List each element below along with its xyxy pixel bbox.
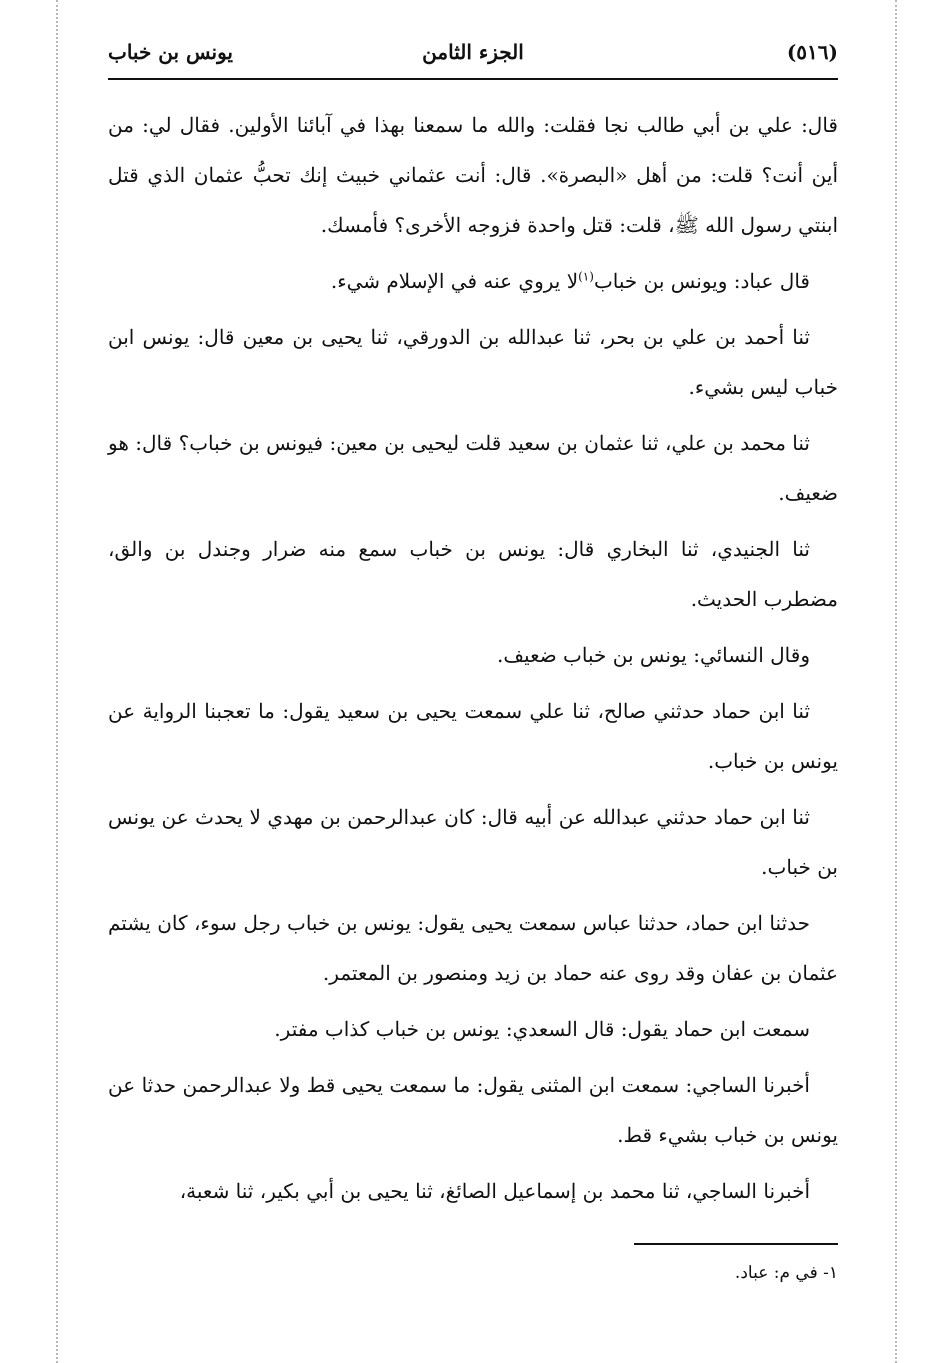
paragraph: أخبرنا الساجي، ثنا محمد بن إسماعيل الصائغ، ثنا يحيى بن أبي بكير، ثنا شعبة، xyxy=(179,1179,810,1203)
paragraph: ثنا ابن حماد حدثني صالح، ثنا علي سمعت يحيى بن سعيد يقول: ما تعجبنا الرواية عن يونس بن خباب. xyxy=(108,699,838,773)
paragraph: سمعت ابن حماد يقول: قال السعدي: يونس بن خباب كذاب مفتر. xyxy=(274,1017,810,1041)
paragraph: قال: علي بن أبي طالب نجا فقلت: والله ما سمعنا بهذا في آبائنا الأولين. فقال لي: من أين أنت؟ قلت: من أهل «البصرة». قال: أنت عثماني خبيث إنك تحبُّ عثمان الذي قتل ابنتي رسول الله ﷺ، قلت: قتل واحدة فزوجه الأخرى؟ فأمسك. xyxy=(108,113,838,237)
paragraph xyxy=(108,256,838,306)
header-divider xyxy=(108,78,838,80)
paragraph-text: لا يروي عنه في الإسلام شيء. xyxy=(330,269,579,293)
page-header xyxy=(108,34,838,78)
running-title: يونس بن خباب xyxy=(108,40,233,64)
footnote: ١- في م: عباد. xyxy=(734,1263,838,1283)
main-text xyxy=(108,100,838,1222)
right-margin-guide xyxy=(895,0,897,1363)
footnote-marker: (١) xyxy=(578,269,594,284)
paragraph: ثنا الجنيدي، ثنا البخاري قال: يونس بن خباب سمع منه ضرار وجندل بن والق، مضطرب الحديث. xyxy=(108,537,838,611)
paragraph: أخبرنا الساجي: سمعت ابن المثنى يقول: ما سمعت يحيى قط ولا عبدالرحمن حدثا عن يونس بن خباب بشيء قط. xyxy=(108,1073,838,1147)
footnote-divider xyxy=(634,1243,838,1245)
paragraph: وقال النسائي: يونس بن خباب ضعيف. xyxy=(496,643,810,667)
left-margin-guide xyxy=(56,0,58,1363)
paragraph-text: قال عباد: ويونس بن خباب xyxy=(593,269,810,293)
paragraph: ثنا أحمد بن علي بن بحر، ثنا عبدالله بن الدورقي، ثنا يحيى بن معين قال: يونس ابن خباب ليس بشيء. xyxy=(108,325,838,399)
paragraph: ثنا ابن حماد حدثني عبدالله عن أبيه قال: كان عبدالرحمن بن مهدي لا يحدث عن يونس بن خباب. xyxy=(108,805,838,879)
volume-title: الجزء الثامن xyxy=(422,40,524,64)
paragraph: ثنا محمد بن علي، ثنا عثمان بن سعيد قلت ليحيى بن معين: فيونس بن خباب؟ قال: هو ضعيف. xyxy=(108,431,838,505)
page-number: (٥١٦) xyxy=(786,40,838,64)
paragraph: حدثنا ابن حماد، حدثنا عباس سمعت يحيى يقول: يونس بن خباب رجل سوء، كان يشتم عثمان بن عفان وقد روى عنه حماد بن زيد ومنصور بن المعتمر. xyxy=(108,911,838,985)
